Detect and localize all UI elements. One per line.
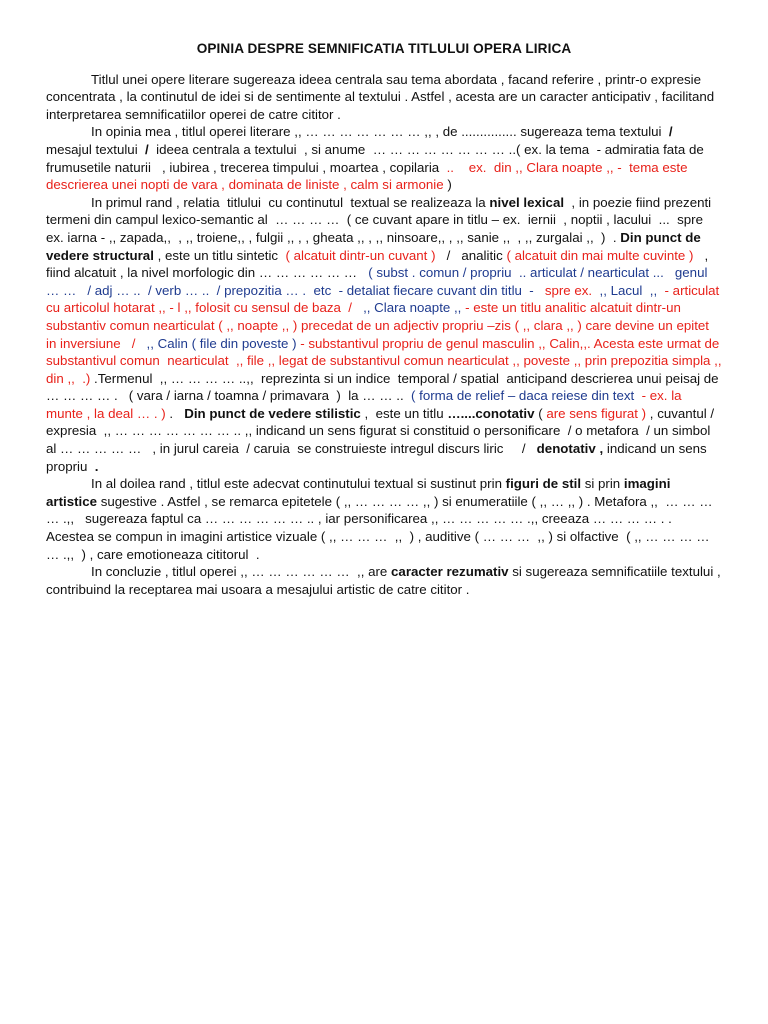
text-segment: si prin — [581, 476, 624, 492]
text-segment: / — [668, 124, 673, 140]
text-segment: , in poezie fiind prezenti termeni din campul lexico-semantic al … … … … ( ce cuvant apare in titlu – ex. iernii , noptii , lacului ... spre ex. iarna - ,, zapada,, , ,, troiene,, , fulgii ,, , , gheata ,, , ,, ninsoare,, , ,, sanie ,, , ,, zurgalai ,, ) . — [46, 194, 715, 245]
text-segment: denotativ , — [536, 441, 604, 457]
text-segment: imagini artistice — [46, 476, 675, 509]
text-segment: indicand un sens propriu — [46, 441, 711, 474]
document-body — [46, 71, 726, 599]
text-segment: - este un titlu analitic alcatuit dintr-un substantiv comun nearticulat ( ,, noapte ,, ) precedat de un adjectiv propriu –zis ( ,, clara ,, ) care devine un epitet in inversiune / — [46, 300, 713, 351]
text-segment: ( alcatuit dintr-un cuvant ) — [285, 247, 436, 263]
text-segment: / analitic — [435, 247, 507, 263]
text-segment: ( alcatuit din mai multe cuvinte ) — [506, 247, 694, 263]
text-segment: ( subst . comun / propriu .. articulat / nearticulat ... genul … … / adj … .. / verb … .. / prepozitia … . etc - detaliat fiecare cuvant din titlu - — [46, 265, 712, 298]
text-segment: ,, Clara noapte ,, — [363, 300, 462, 316]
text-segment: Din punct de vedere structural — [46, 229, 705, 263]
text-segment: . — [165, 405, 185, 421]
text-segment: …....conotativ — [447, 405, 535, 421]
paragraph — [46, 475, 722, 563]
text-segment: . — [94, 458, 99, 474]
text-segment: In concluzie , titlul operei ,, … … … … … … ,, are — [91, 564, 392, 580]
text-segment: In primul rand , relatia titlului cu continutul textual se realizeaza la — [91, 194, 490, 210]
text-segment: ,, Lacul ,, — [599, 282, 658, 298]
text-segment: ideea centrala a textului , si anume … … … … … … … … ..( ex. la tema - admiratia fata de frumusetile naturii , iubirea , trecerea timpului , moartea , copilaria — [46, 141, 708, 175]
paragraph — [46, 123, 722, 193]
text-segment: ) — [447, 177, 452, 193]
text-segment: nivel lexical — [489, 194, 565, 210]
text-segment: caracter rezumativ — [391, 564, 509, 580]
paragraph — [46, 563, 725, 598]
text-segment: - ex. la munte , la deal … . ) — [46, 388, 686, 421]
text-segment: ( — [534, 405, 547, 421]
paragraph — [46, 194, 726, 476]
text-segment: .Termenul ,, … … … … ..,, reprezinta si un indice temporal / spatial anticipand descrierea unui peisaj de … … … … . ( vara / iarna / toamna / primavara ) la … … .. — [46, 370, 723, 404]
text-segment: Din punct de vedere stilistic — [184, 405, 361, 421]
text-segment: , fiind alcatuit , la nivel morfologic din … … … … … … — [46, 247, 712, 281]
document-page — [46, 40, 726, 598]
text-segment: , este un titlu sintetic — [153, 247, 286, 263]
text-segment: , cuvantul / expresia ,, … … … … … … … .. ,, indicand un sens figurat si constituid o personificare / o metafora / un simbol al … … … … … , in jurul careia / caruia se construieste intregul discurs liric / — [46, 405, 718, 457]
text-segment: are sens figurat ) — [546, 405, 647, 421]
text-segment: / — [145, 141, 149, 157]
text-segment: ,, Calin ( file din poveste ) — [146, 335, 297, 351]
text-segment: si sugereaza semnificatiile textului , contribuind la receptarea mai usoara a mesajului artistic de catre cititor . — [46, 564, 725, 597]
text-segment: In al doilea rand , titlul este adecvat continutului textual si sustinut prin — [91, 476, 506, 492]
text-segment: figuri de stil — [505, 476, 582, 492]
text-segment: spre ex. — [537, 282, 600, 298]
text-segment: Titlul unei opere literare sugereaza ideea centrala sau tema abordata , facand referire , printr-o expresie concentrata , la continutul de idei si de sentimente al textului . Astfel , acesta are un caracter anticipativ , facilitand interpretarea semnificatiilor operei de catre cititor . — [46, 71, 718, 122]
text-segment: - substantivul propriu de genul masculin ,, Calin,,. Acesta este urmat de substantivul comun nearticulat ,, file ,, legat de substantivul comun nearticulat ,, poveste ,, prin prepozitia simpla ,, din ,, .) — [46, 335, 726, 386]
text-segment: mesajul textului — [46, 124, 677, 157]
text-segment: - articulat cu articolul hotarat ,, - l ,, folosit cu sensul de baza / — [46, 282, 723, 316]
document-title: OPINIA DESPRE SEMNIFICATIA TITLULUI OPERA LIRICA — [196, 41, 572, 56]
text-segment: In opinia mea , titlul operei literare ,, … … … … … … … ,, , de ............... sugereaza tema textului — [91, 124, 669, 140]
text-segment: .. ex. din ,, Clara noapte ,, - tema este descrierea unei nopti de vara , dominata de liniste , calm si armonie — [46, 159, 692, 193]
paragraph — [46, 71, 722, 124]
text-segment: sugestive . Astfel , se remarca epitetele ( ,, … … … … ,, ) si enumeratiile ( ,, … ,, ) . Metafora ,, … … … … .,, sugereaza faptul ca … … … … … … .. , iar personificarea ,, … … … … … .,, creeaza … … … … . . Acestea se compun in imagini artistice vizuale ( ,, … … … ,, ) , auditive ( … … … ,, ) si olfactive ( ,, … … … … … .,, ) , care emotioneaza cititorul . — [46, 493, 717, 562]
text-segment: ( forma de relief – daca reiese din text — [411, 388, 635, 404]
text-segment: , este un titlu — [360, 405, 448, 421]
